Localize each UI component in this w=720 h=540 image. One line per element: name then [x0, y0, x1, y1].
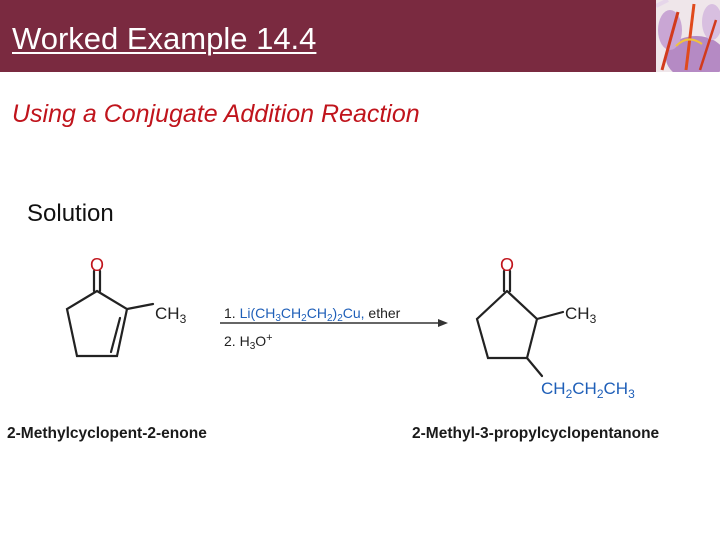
- arrowhead: [438, 319, 448, 327]
- reactant-name: 2-Methylcyclopent-2-enone: [7, 425, 207, 442]
- reagent-step-1: 1. $Li(CH_3CH_2CH_2)_2Cu$, ether: [224, 305, 401, 324]
- reagent-step-2: 2. $H_3O^+$: [224, 332, 273, 352]
- reactant-methyl: $CH_3$: [155, 304, 187, 326]
- solution-label: Solution: [27, 200, 114, 227]
- saffron-flower-image: [656, 0, 720, 72]
- reactant-structure: [67, 271, 153, 356]
- reactant-oxygen: O: [90, 255, 105, 275]
- product-oxygen: O: [500, 255, 515, 275]
- product-structure: [477, 271, 563, 376]
- product-propyl: $CH_2CH_2CH_3$: [541, 379, 635, 401]
- product-methyl: $CH_3$: [565, 304, 597, 326]
- slide-title: Worked Example 14.4: [12, 21, 317, 56]
- title-bar: [0, 0, 720, 72]
- product-name: 2-Methyl-3-propylcyclopentanone: [412, 425, 660, 442]
- slide-subtitle: Using a Conjugate Addition Reaction: [12, 100, 420, 128]
